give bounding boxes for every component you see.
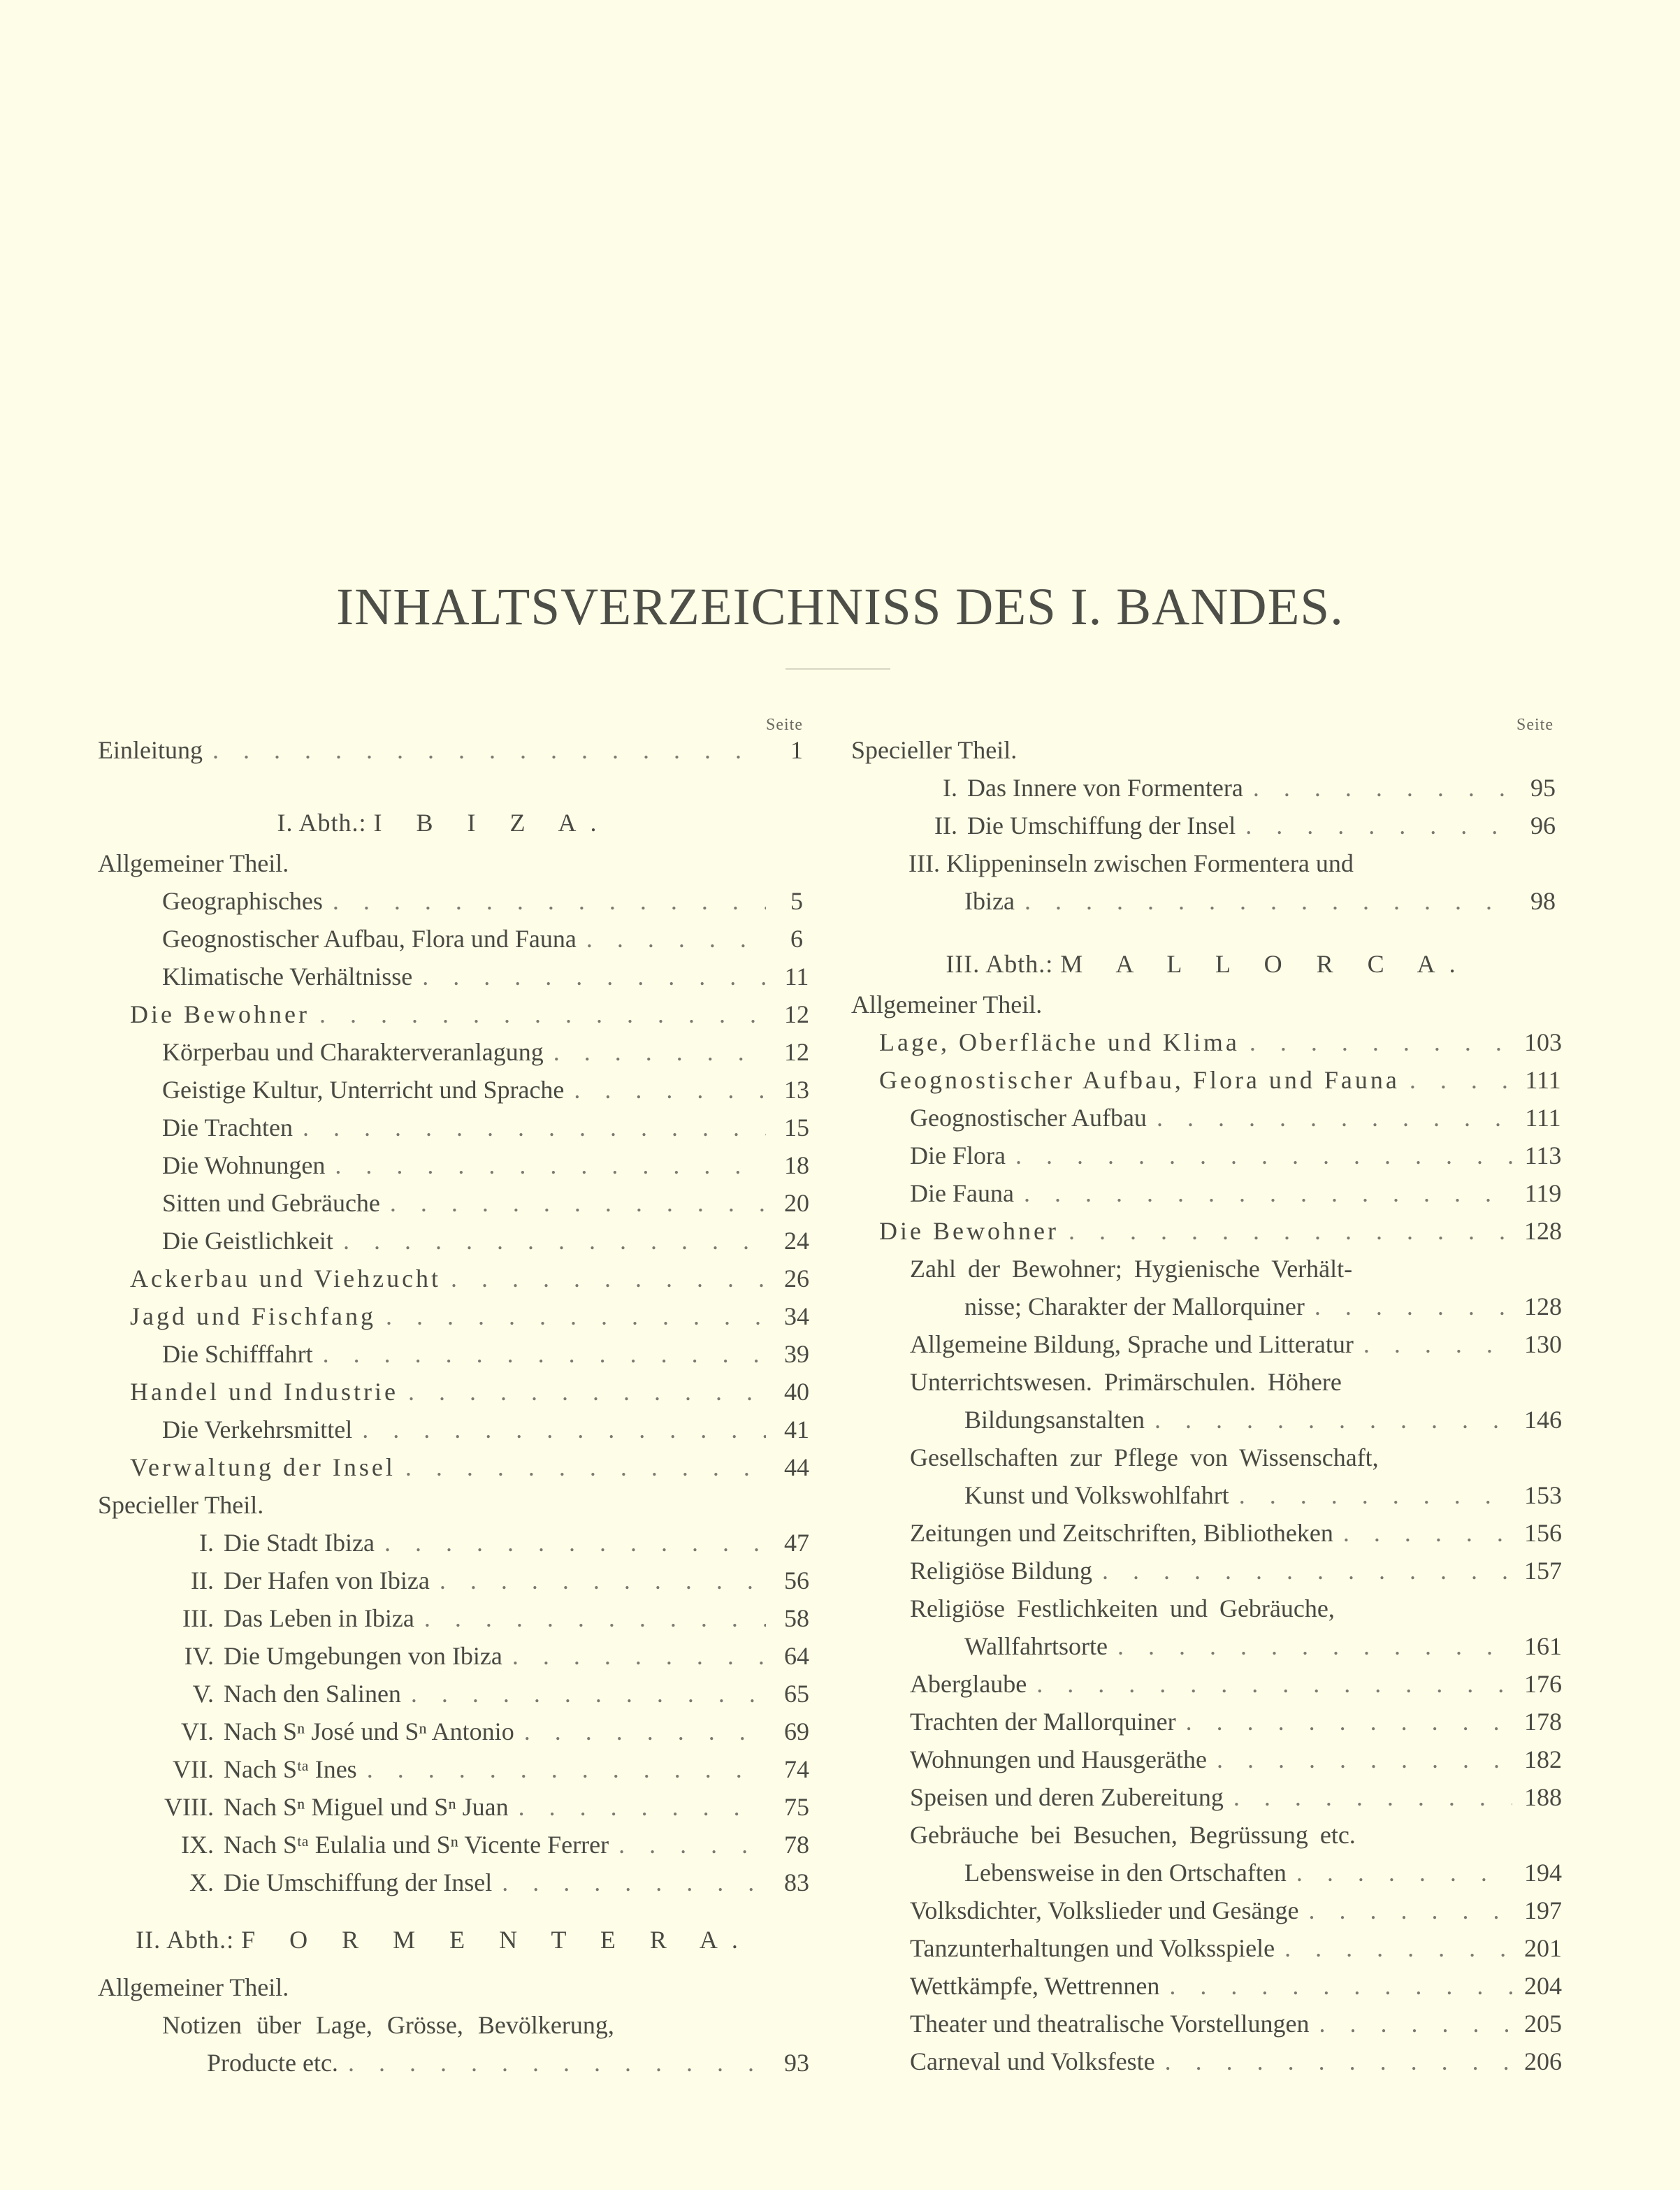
section-heading-formentera — [98, 1921, 790, 1959]
leader-dots — [553, 1033, 766, 1071]
toc-entry[interactable] — [879, 1061, 1564, 1099]
toc-entry-page: 194 — [1524, 1859, 1562, 1887]
toc-entry-page: 111 — [1525, 1104, 1561, 1132]
toc-entry-text: Zeitungen und Zeitschriften, Bibliotheken — [910, 1519, 1333, 1547]
toc-entry-page: 78 — [784, 1831, 809, 1859]
leader-dots — [1363, 1325, 1512, 1363]
leader-dots — [1284, 1929, 1512, 1967]
toc-entry-page: 26 — [784, 1265, 809, 1292]
toc-entry-text: Religiöse Bildung — [910, 1557, 1092, 1585]
toc-entry-text: Sitten und Gebräuche — [162, 1189, 380, 1217]
toc-entry-text: Die Umschiffung der Insel — [224, 1868, 493, 1896]
page-title: INHALTSVERZEICHNISS DES I. BANDES. — [336, 578, 1344, 636]
toc-entry-num: IX. — [181, 1831, 214, 1859]
seite-label-left: Seite — [766, 716, 803, 734]
toc-entry-text: Nach Sⁿ Miguel und Sⁿ Juan — [224, 1793, 509, 1821]
leader-dots — [405, 1448, 766, 1486]
leader-dots — [1165, 2043, 1512, 2080]
leader-dots — [1250, 1023, 1512, 1061]
leader-dots — [348, 2044, 766, 2082]
leader-dots — [1296, 1854, 1512, 1892]
toc-entry-num: III. — [182, 1604, 214, 1632]
leader-dots — [1117, 1627, 1512, 1665]
toc-entry-text: Geognostischer Aufbau, Flora und Fauna — [879, 1066, 1400, 1094]
toc-entry[interactable] — [910, 2043, 1564, 2080]
toc-entry[interactable] — [910, 1703, 1564, 1741]
toc-entry-text: Nach Sⁿ José und Sⁿ Antonio — [224, 1717, 514, 1745]
toc-entry-text: Die Bewohner — [130, 1000, 310, 1028]
toc-entry-page: 13 — [784, 1076, 809, 1104]
toc-entry-page: 11 — [784, 963, 809, 990]
toc-entry-page: 111 — [1525, 1066, 1561, 1094]
toc-entry-text: Unterrichtswesen. Primärschulen. Höhere — [910, 1368, 1342, 1396]
toc-entry[interactable] — [137, 1713, 818, 1750]
leader-dots — [367, 1750, 766, 1788]
leader-dots — [1015, 1137, 1512, 1174]
leader-dots — [408, 1373, 766, 1411]
toc-entry[interactable] — [964, 1854, 1564, 1892]
toc-entry-text: Nach Sᵗᵃ Eulalia und Sⁿ Vicente Ferrer — [224, 1831, 609, 1859]
toc-entry[interactable] — [162, 958, 818, 995]
toc-entry[interactable] — [162, 1411, 818, 1448]
toc-entry-page: 1 — [790, 736, 803, 764]
toc-entry-einleitung[interactable] — [98, 731, 818, 769]
toc-entry-text: Producte etc. — [207, 2049, 338, 2077]
toc-entry[interactable] — [910, 1363, 1564, 1401]
section-name: I B I Z A. — [373, 809, 611, 837]
leader-dots — [343, 1222, 766, 1260]
toc-entry-page: 24 — [784, 1227, 809, 1255]
toc-entry-text: Die Geistlichkeit — [162, 1227, 333, 1255]
leader-dots — [524, 1713, 766, 1750]
toc-entry-page: 128 — [1524, 1292, 1562, 1320]
toc-entry-text: Lage, Oberfläche und Klima — [879, 1028, 1240, 1056]
leader-dots — [386, 1297, 766, 1335]
toc-entry-text: Speisen und deren Zubereitung — [910, 1783, 1224, 1811]
toc-entry-text: nisse; Charakter der Mallorquiner — [964, 1292, 1305, 1320]
toc-entry[interactable] — [137, 1524, 818, 1562]
toc-entry-page: 206 — [1524, 2047, 1562, 2075]
leader-dots — [333, 882, 766, 920]
toc-entry[interactable] — [130, 1373, 818, 1411]
toc-entry-num: II. — [191, 1566, 214, 1594]
toc-entry-text: Jagd und Fischfang — [130, 1302, 376, 1330]
toc-entry[interactable] — [162, 1335, 818, 1373]
toc-entry-page: 44 — [784, 1453, 809, 1481]
subsection-allgemeiner: Allgemeiner Theil. — [98, 849, 289, 877]
leader-dots — [586, 920, 766, 958]
toc-entry-text: Ibiza — [964, 887, 1015, 915]
toc-entry-page: 188 — [1524, 1783, 1562, 1811]
toc-entry-page: 64 — [784, 1642, 809, 1670]
toc-entry[interactable] — [910, 1250, 1564, 1288]
leader-dots — [440, 1562, 766, 1599]
toc-entry-text: Lebensweise in den Ortschaften — [964, 1859, 1287, 1887]
toc-entry-page: 98 — [1530, 887, 1556, 915]
toc-entry-num: III. — [908, 849, 940, 877]
toc-entry-text: Die Verkehrsmittel — [162, 1415, 353, 1443]
toc-entry[interactable] — [162, 1071, 818, 1109]
title-divider — [785, 668, 890, 670]
toc-entry[interactable] — [964, 1476, 1564, 1514]
toc-entry[interactable] — [910, 1590, 1564, 1627]
toc-entry[interactable] — [910, 1967, 1564, 2005]
toc-entry-klippen[interactable] — [964, 882, 1564, 920]
toc-entry-page: 20 — [784, 1189, 809, 1217]
leader-dots — [1239, 1476, 1512, 1514]
toc-entry-page: 18 — [784, 1151, 809, 1179]
toc-entry-page: 83 — [784, 1868, 809, 1896]
leader-dots — [362, 1411, 766, 1448]
toc-entry-text: Der Hafen von Ibiza — [224, 1566, 430, 1594]
toc-entry-text: Die Trachten — [162, 1114, 293, 1141]
toc-entry[interactable] — [910, 2005, 1564, 2043]
leader-dots — [1309, 1892, 1513, 1929]
leader-dots — [574, 1071, 766, 1109]
toc-entry-page: 197 — [1524, 1896, 1562, 1924]
toc-entry-page: 15 — [784, 1114, 809, 1141]
leader-dots — [1069, 1212, 1512, 1250]
leader-dots — [424, 1599, 766, 1637]
toc-entry[interactable] — [137, 1826, 818, 1864]
toc-entry-text: Geognostischer Aufbau, Flora und Fauna — [162, 925, 577, 953]
leader-dots — [1233, 1778, 1512, 1816]
toc-entry-page: 201 — [1524, 1934, 1562, 1962]
toc-entry[interactable] — [964, 1401, 1564, 1439]
leader-dots — [1186, 1703, 1512, 1741]
toc-entry-page: 119 — [1524, 1179, 1562, 1207]
toc-entry-text: Gebräuche bei Besuchen, Begrüssung etc. — [910, 1821, 1356, 1849]
toc-entry-text: Allgemeine Bildung, Sprache und Litteratur — [910, 1330, 1354, 1358]
toc-entry-klippen-line1[interactable] — [908, 844, 1354, 882]
leader-dots — [618, 1826, 766, 1864]
toc-entry-text: Handel und Industrie — [130, 1378, 398, 1406]
toc-entry-num: II. — [934, 812, 957, 840]
toc-entry[interactable] — [162, 1222, 818, 1260]
toc-entry-page: 65 — [784, 1680, 809, 1708]
leader-dots — [1217, 1741, 1512, 1778]
toc-entry-page: 113 — [1524, 1141, 1562, 1169]
toc-entry-page: 12 — [784, 1000, 809, 1028]
toc-entry[interactable] — [137, 1562, 818, 1599]
toc-entry-text: Nach Sᵗᵃ Ines — [224, 1755, 357, 1783]
toc-entry[interactable] — [882, 769, 1564, 807]
toc-entry-text: Kunst und Volkswohlfahrt — [964, 1481, 1229, 1509]
leader-dots — [1319, 2005, 1512, 2043]
section-prefix: I. Abth.: — [277, 809, 367, 837]
leader-dots — [1157, 1099, 1512, 1137]
toc-entry-text: Einleitung — [98, 736, 203, 764]
toc-entry-page: 156 — [1524, 1519, 1562, 1547]
toc-entry-page: 6 — [790, 925, 803, 953]
toc-entry-page: 5 — [790, 887, 803, 915]
toc-entry-page: 74 — [784, 1755, 809, 1783]
toc-entry[interactable] — [910, 1099, 1564, 1137]
toc-entry-page: 130 — [1524, 1330, 1562, 1358]
section-heading-mallorca — [851, 945, 1564, 983]
subsection-specieller: Specieller Theil. — [98, 1491, 264, 1519]
subsection-specieller-formentera: Specieller Theil. — [851, 736, 1018, 764]
toc-entry[interactable] — [137, 1864, 818, 1901]
toc-entry-page: 146 — [1524, 1406, 1562, 1434]
toc-entry-text: Die Umschiffung der Insel — [967, 812, 1236, 840]
leader-dots — [451, 1260, 766, 1297]
toc-entry-page: 157 — [1524, 1557, 1562, 1585]
toc-entry-page: 56 — [784, 1566, 809, 1594]
toc-entry[interactable] — [130, 1297, 818, 1335]
toc-entry-num: VIII. — [164, 1793, 214, 1821]
toc-entry[interactable] — [879, 1023, 1564, 1061]
leader-dots — [1169, 1967, 1512, 2005]
toc-entry[interactable] — [162, 1146, 818, 1184]
leader-dots — [1245, 807, 1512, 844]
leader-dots — [1315, 1288, 1512, 1325]
section-name: M A L L O R C A. — [1060, 950, 1470, 978]
toc-entry-page: 182 — [1524, 1745, 1562, 1773]
section-name: F O R M E N T E R A. — [241, 1926, 752, 1954]
leader-dots — [1343, 1514, 1512, 1552]
toc-entry-page: 34 — [784, 1302, 809, 1330]
toc-entry[interactable] — [910, 1552, 1564, 1590]
toc-entry-text: Bildungsanstalten — [964, 1406, 1145, 1434]
toc-entry[interactable] — [964, 1288, 1564, 1325]
toc-entry-num: I. — [199, 1529, 214, 1557]
toc-entry-text: Das Innere von Formentera — [967, 774, 1243, 802]
subsection-allgemeiner-formentera: Allgemeiner Theil. — [98, 1973, 289, 2001]
toc-entry-text: Klippeninseln zwischen Formentera und — [946, 849, 1354, 877]
toc-entry-text: Tanzunterhaltungen und Volksspiele — [910, 1934, 1275, 1962]
toc-entry[interactable] — [910, 1514, 1564, 1552]
toc-entry[interactable] — [130, 995, 818, 1033]
toc-entry-text: Geognostischer Aufbau — [910, 1104, 1147, 1132]
toc-entry-page: 161 — [1524, 1632, 1562, 1660]
toc-entry-num: VI. — [181, 1717, 214, 1745]
toc-entry-text: Carneval und Volksfeste — [910, 2047, 1155, 2075]
toc-entry-page: 204 — [1524, 1972, 1562, 2000]
toc-entry-text: Klimatische Verhältnisse — [162, 963, 413, 990]
toc-entry-num: X. — [189, 1868, 214, 1896]
toc-entry-text: Volksdichter, Volkslieder und Gesänge — [910, 1896, 1299, 1924]
toc-entry-text: Die Flora — [910, 1141, 1006, 1169]
toc-entry-text: Wohnungen und Hausgeräthe — [910, 1745, 1207, 1773]
toc-entry-notizen[interactable] — [207, 2044, 818, 2082]
toc-entry-page: 153 — [1524, 1481, 1562, 1509]
toc-entry-page: 103 — [1524, 1028, 1562, 1056]
toc-entry[interactable] — [130, 1448, 818, 1486]
toc-entry-text: Die Wohnungen — [162, 1151, 326, 1179]
toc-entry[interactable] — [162, 1033, 818, 1071]
leader-dots — [1410, 1061, 1512, 1099]
toc-entry-text: Die Umgebungen von Ibiza — [224, 1642, 502, 1670]
leader-dots — [390, 1184, 766, 1222]
toc-entry[interactable] — [162, 1184, 818, 1222]
toc-entry[interactable] — [137, 1599, 818, 1637]
toc-entry-page: 58 — [784, 1604, 809, 1632]
leader-dots — [512, 1637, 766, 1675]
toc-entry[interactable] — [910, 1929, 1564, 1967]
toc-entry-page: 47 — [784, 1529, 809, 1557]
subsection-allgemeiner-mallorca: Allgemeiner Theil. — [851, 990, 1043, 1018]
toc-entry-page: 93 — [784, 2049, 809, 2077]
toc-entry-text: Die Fauna — [910, 1179, 1014, 1207]
toc-entry-page: 95 — [1530, 774, 1556, 802]
leader-dots — [1036, 1665, 1512, 1703]
toc-entry-page: 178 — [1524, 1708, 1562, 1736]
toc-entry-text: Das Leben in Ibiza — [224, 1604, 414, 1632]
leader-dots — [335, 1146, 766, 1184]
toc-entry-page: 75 — [784, 1793, 809, 1821]
toc-entry[interactable] — [910, 1665, 1564, 1703]
leader-dots — [502, 1864, 766, 1901]
toc-entry-page: 41 — [784, 1415, 809, 1443]
toc-entry-text: Theater und theatralische Vorstellungen — [910, 2010, 1310, 2038]
toc-entry-page: 128 — [1524, 1217, 1562, 1245]
leader-dots — [323, 1335, 766, 1373]
toc-entry-page: 96 — [1530, 812, 1556, 840]
leader-dots — [384, 1524, 766, 1562]
toc-entry[interactable] — [910, 1816, 1564, 1854]
toc-entry[interactable] — [910, 1741, 1564, 1778]
toc-entry-num: IV. — [184, 1642, 214, 1670]
toc-entry[interactable] — [910, 1892, 1564, 1929]
toc-entry[interactable] — [162, 920, 818, 958]
toc-entry-text: Gesellschaften zur Pflege von Wissenschaft, — [910, 1443, 1379, 1471]
toc-entry-num: I. — [943, 774, 957, 802]
toc-entry-text: Körperbau und Charakterveranlagung — [162, 1038, 544, 1066]
toc-entry[interactable] — [910, 1137, 1564, 1174]
leader-dots — [319, 995, 766, 1033]
toc-entry[interactable] — [882, 807, 1564, 844]
leader-dots — [1024, 1174, 1512, 1212]
leader-dots — [422, 958, 766, 995]
section-prefix: II. Abth.: — [136, 1926, 235, 1954]
toc-entry[interactable] — [162, 1109, 818, 1146]
toc-entry-page: 39 — [784, 1340, 809, 1368]
toc-entry-page: 12 — [784, 1038, 809, 1066]
toc-entry[interactable] — [130, 1260, 818, 1297]
toc-entry-text: Verwaltung der Insel — [130, 1453, 396, 1481]
leader-dots — [303, 1109, 766, 1146]
toc-entry[interactable] — [162, 882, 818, 920]
leader-dots — [1102, 1552, 1512, 1590]
leader-dots — [519, 1788, 766, 1826]
toc-entry-text: Aberglaube — [910, 1670, 1027, 1698]
toc-entry-notizen-line1[interactable]: Notizen über Lage, Grösse, Bevölkerung, — [162, 2011, 614, 2039]
toc-entry[interactable] — [137, 1788, 818, 1826]
toc-entry[interactable] — [137, 1637, 818, 1675]
toc-entry-text: Religiöse Festlichkeiten und Gebräuche, — [910, 1594, 1335, 1622]
toc-entry[interactable] — [879, 1212, 1564, 1250]
toc-entry[interactable] — [910, 1778, 1564, 1816]
leader-dots — [212, 731, 766, 769]
seite-label-right: Seite — [1516, 716, 1554, 734]
toc-entry-text: Die Bewohner — [879, 1217, 1059, 1245]
toc-entry-text: Geographisches — [162, 887, 323, 915]
toc-entry-text: Wettkämpfe, Wettrennen — [910, 1972, 1160, 2000]
toc-entry-text: Trachten der Mallorquiner — [910, 1708, 1176, 1736]
toc-entry-text: Die Stadt Ibiza — [224, 1529, 375, 1557]
toc-entry[interactable] — [137, 1750, 818, 1788]
toc-entry[interactable] — [910, 1439, 1564, 1476]
toc-entry-text: Zahl der Bewohner; Hygienische Verhält- — [910, 1255, 1353, 1283]
toc-entry[interactable] — [910, 1174, 1564, 1212]
leader-dots — [1154, 1401, 1512, 1439]
toc-entry[interactable] — [964, 1627, 1564, 1665]
toc-entry-num: VII. — [173, 1755, 214, 1783]
toc-entry-text: Ackerbau und Viehzucht — [130, 1265, 442, 1292]
leader-dots — [1253, 769, 1512, 807]
toc-entry-text: Wallfahrtsorte — [964, 1632, 1108, 1660]
section-prefix: III. Abth.: — [946, 950, 1054, 978]
toc-entry-text: Geistige Kultur, Unterricht und Sprache — [162, 1076, 565, 1104]
toc-entry[interactable] — [910, 1325, 1564, 1363]
leader-dots — [411, 1675, 766, 1713]
toc-entry-page: 205 — [1524, 2010, 1562, 2038]
toc-entry-text: Nach den Salinen — [224, 1680, 401, 1708]
leader-dots — [1024, 882, 1512, 920]
toc-entry-text: Die Schifffahrt — [162, 1340, 313, 1368]
toc-entry-num: V. — [192, 1680, 214, 1708]
toc-entry-page: 176 — [1524, 1670, 1562, 1698]
toc-entry[interactable] — [137, 1675, 818, 1713]
toc-entry-page: 69 — [784, 1717, 809, 1745]
toc-entry-page: 40 — [784, 1378, 809, 1406]
section-heading-ibiza — [98, 804, 790, 842]
